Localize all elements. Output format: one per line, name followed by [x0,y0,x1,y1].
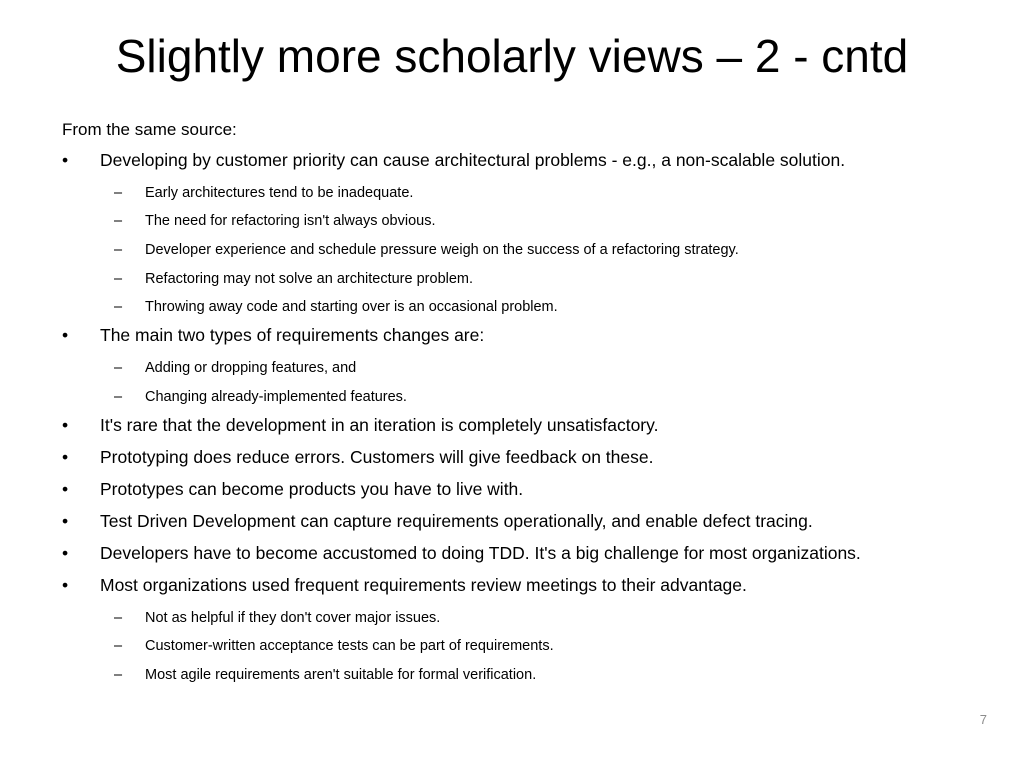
sub-bullet-item [62,297,962,317]
bullet-item [62,412,962,439]
bullet-item [62,572,962,599]
sub-bullet-item [62,636,962,656]
bullet-item [62,444,962,471]
sub-bullet-marker: – [114,638,123,655]
slide-title: Slightly more scholarly views – 2 - cntd [115,30,909,82]
sub-bullet-text: Most agile requirements aren't suitable for formal verification. [145,666,537,683]
bullet-marker: • [62,478,69,499]
bullet-marker: • [62,510,69,531]
bullet-text: Test Driven Development can capture requirements operationally, and enable defect tracing. [100,510,813,531]
sub-bullet-marker: – [114,360,123,377]
sub-bullet-marker: – [114,609,123,626]
intro-text: From the same source: [62,120,237,139]
bullet-item [62,540,962,567]
sub-bullet-marker: – [114,388,123,405]
sub-bullet-text: Refactoring may not solve an architecture problem. [145,270,474,287]
sub-bullet-item [62,269,962,289]
sub-bullet-marker: – [114,299,123,316]
sub-bullet-text: Adding or dropping features, and [145,360,357,377]
sub-bullet-item [62,358,962,378]
bullet-item [62,322,962,349]
slide-body [62,118,962,685]
sub-bullet-marker: – [114,184,123,201]
bullet-text: Most organizations used frequent requirements review meetings to their advantage. [100,574,747,595]
sub-bullet-marker: – [114,242,123,259]
sub-bullet-marker: – [114,666,123,683]
bullet-marker: • [62,542,69,563]
sub-bullet-text: Developer experience and schedule pressure weigh on the success of a refactoring strategy. [145,242,739,259]
page-number: 7 [979,712,987,727]
bullet-marker: • [62,414,69,435]
bullet-marker: • [62,150,69,170]
bullet-text: It's rare that the development in an iteration is completely unsatisfactory. [100,414,659,435]
bullet-text: Prototypes can become products you have to live with. [100,478,524,499]
sub-bullet-marker: – [114,270,123,287]
bullet-marker: • [62,574,69,595]
bullet-text: Developers have to become accustomed to doing TDD. It's a big challenge for most organizations. [100,542,861,563]
bullet-marker: • [62,325,69,346]
sub-bullet-item [62,608,962,628]
sub-bullet-text: Throwing away code and starting over is an occasional problem. [145,299,558,316]
sub-bullet-item [62,240,962,260]
bullet-item [62,508,962,535]
bullet-item [62,147,962,174]
sub-bullet-item [62,387,962,407]
bullet-text: Developing by customer priority can cause architectural problems - e.g., a non-scalable solution. [100,150,846,170]
sub-bullet-text: Changing already-implemented features. [145,388,407,405]
sub-bullet-text: The need for refactoring isn't always obvious. [145,213,436,230]
sub-bullet-text: Early architectures tend to be inadequate. [145,184,414,201]
sub-bullet-item [62,183,962,203]
bullet-text: The main two types of requirements changes are: [100,325,485,346]
sub-bullet-item [62,665,962,685]
bullet-marker: • [62,446,69,467]
sub-bullet-marker: – [114,213,123,230]
sub-bullet-text: Not as helpful if they don't cover major issues. [145,609,441,626]
bullet-item [62,476,962,503]
bullet-text: Prototyping does reduce errors. Customers will give feedback on these. [100,446,654,467]
sub-bullet-item [62,211,962,231]
sub-bullet-text: Customer-written acceptance tests can be part of requirements. [145,638,554,655]
